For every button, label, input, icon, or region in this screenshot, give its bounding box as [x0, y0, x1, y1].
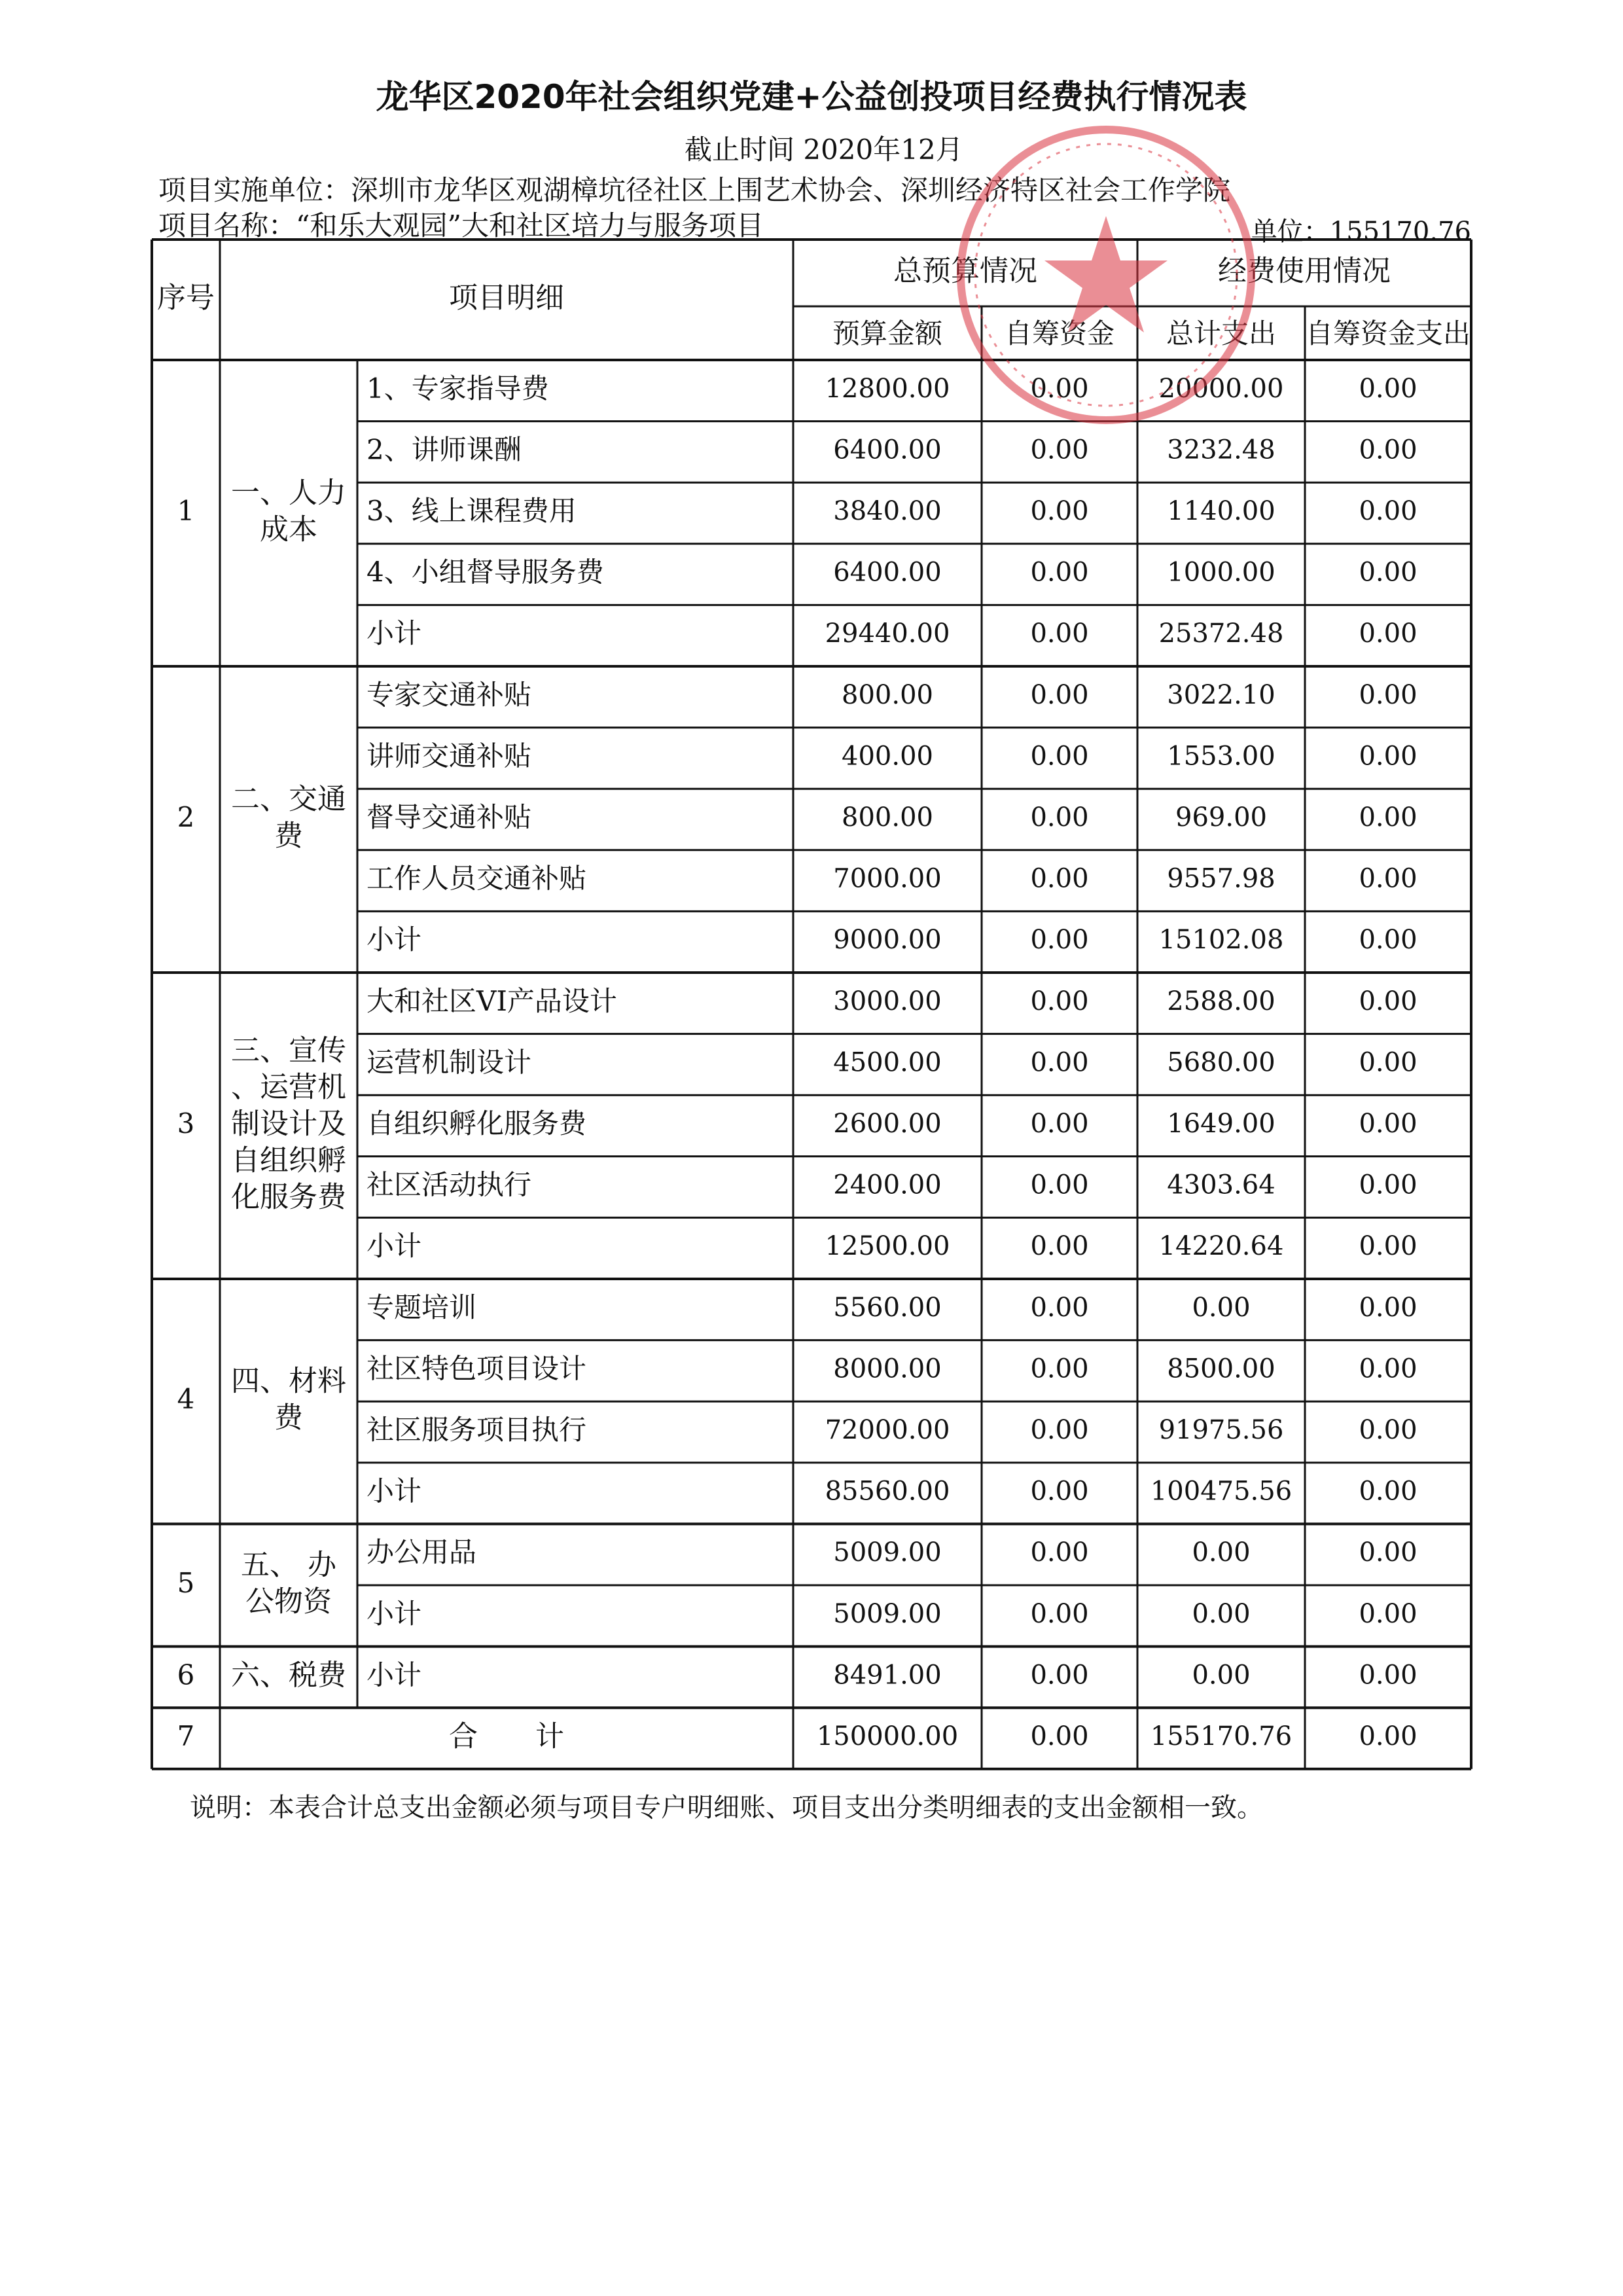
group-category: 制设计及 [231, 1107, 346, 1141]
total-spent-value: 0.00 [1192, 1660, 1251, 1691]
budget-amount-value: 6400.00 [833, 557, 942, 588]
budget-amount-value: 800.00 [842, 802, 933, 833]
total-value: 155170.76 [1150, 1721, 1293, 1751]
budget-amount-value: 6400.00 [833, 435, 942, 465]
budget-amount-value: 800.00 [842, 679, 933, 710]
total-spent-value: 8500.00 [1167, 1354, 1275, 1384]
group-seq: 2 [177, 801, 195, 833]
self-spent-value: 0.00 [1359, 741, 1418, 772]
total-value: 0.00 [1359, 1721, 1418, 1751]
group-seq: 5 [177, 1567, 195, 1599]
budget-amount-value: 5560.00 [833, 1292, 942, 1323]
item-detail: 大和社区VI产品设计 [366, 984, 617, 1017]
item-detail: 督导交通补贴 [366, 801, 532, 833]
total-spent-value: 0.00 [1192, 1292, 1251, 1323]
item-detail: 小计 [366, 924, 422, 956]
budget-amount-value: 12500.00 [825, 1231, 950, 1262]
total-spent-value: 14220.64 [1158, 1231, 1284, 1262]
self-spent-value: 0.00 [1359, 373, 1418, 404]
group-category: 公物资 [245, 1585, 332, 1619]
total-spent-value: 1649.00 [1167, 1109, 1275, 1139]
item-detail: 专家交通补贴 [366, 678, 532, 711]
total-spent-value: 100475.56 [1150, 1476, 1293, 1507]
self-funds-value: 0.00 [1030, 1415, 1089, 1445]
self-spent-value: 0.00 [1359, 619, 1418, 649]
group-seq: 3 [177, 1107, 195, 1139]
self-spent-value: 0.00 [1359, 557, 1418, 588]
budget-amount-value: 400.00 [842, 741, 933, 772]
budget-amount-value: 12800.00 [825, 373, 950, 404]
item-detail: 小计 [366, 1597, 422, 1630]
total-spent-value: 25372.48 [1158, 619, 1284, 649]
item-detail: 社区特色项目设计 [366, 1352, 587, 1385]
item-detail: 2、讲师课酬 [366, 433, 522, 466]
total-value: 0.00 [1030, 1721, 1089, 1751]
self-funds-value: 0.00 [1030, 1354, 1089, 1384]
self-funds-value: 0.00 [1030, 741, 1089, 772]
total-spent-value: 0.00 [1192, 1598, 1251, 1629]
self-funds-value: 0.00 [1030, 1537, 1089, 1568]
total-spent-value: 0.00 [1192, 1537, 1251, 1568]
budget-amount-value: 3000.00 [833, 986, 942, 1016]
self-spent-value: 0.00 [1359, 1170, 1418, 1200]
group-category: 四、材料 [231, 1364, 346, 1398]
group-category: 自组织孵 [231, 1143, 346, 1177]
total-spent-value: 15102.08 [1158, 925, 1284, 956]
self-funds-value: 0.00 [1030, 1660, 1089, 1691]
header-seq: 序号 [157, 281, 215, 315]
total-spent-value: 969.00 [1175, 802, 1267, 833]
self-spent-value: 0.00 [1359, 1476, 1418, 1507]
self-funds-value: 0.00 [1030, 679, 1089, 710]
self-funds-value: 0.00 [1030, 1598, 1089, 1629]
budget-amount-value: 85560.00 [825, 1476, 950, 1507]
self-funds-value: 0.00 [1030, 925, 1089, 956]
total-seq: 7 [177, 1720, 195, 1752]
self-spent-value: 0.00 [1359, 1660, 1418, 1691]
item-detail: 社区服务项目执行 [366, 1414, 587, 1446]
self-spent-value: 0.00 [1359, 1537, 1418, 1568]
self-spent-value: 0.00 [1359, 496, 1418, 526]
item-detail: 小计 [366, 1230, 422, 1263]
item-detail: 社区活动执行 [366, 1168, 532, 1201]
total-value: 150000.00 [816, 1721, 959, 1751]
self-funds-value: 0.00 [1030, 1292, 1089, 1323]
budget-amount-value: 5009.00 [833, 1537, 942, 1568]
group-seq: 1 [177, 495, 195, 527]
item-detail: 工作人员交通补贴 [366, 862, 587, 895]
self-spent-value: 0.00 [1359, 435, 1418, 465]
unit-line: 单位：155170.76 [1251, 217, 1471, 247]
group-category: 三、宣传 [231, 1033, 346, 1067]
budget-amount-value: 2600.00 [833, 1109, 942, 1139]
budget-amount-value: 29440.00 [825, 619, 950, 649]
header-usage-group: 经费使用情况 [1218, 254, 1391, 288]
item-detail: 专题培训 [366, 1291, 477, 1323]
self-spent-value: 0.00 [1359, 925, 1418, 956]
total-spent-value: 2588.00 [1167, 986, 1275, 1016]
total-spent-value: 1000.00 [1167, 557, 1275, 588]
self-funds-value: 0.00 [1030, 373, 1089, 404]
group-category: 费 [274, 819, 303, 853]
total-spent-value: 3022.10 [1167, 679, 1275, 710]
group-seq: 4 [177, 1383, 195, 1416]
self-funds-value: 0.00 [1030, 986, 1089, 1016]
group-category: 六、税费 [231, 1658, 346, 1692]
header-budget-group: 总预算情况 [893, 254, 1037, 288]
self-funds-value: 0.00 [1030, 1231, 1089, 1262]
self-funds-value: 0.00 [1030, 435, 1089, 465]
budget-amount-value: 5009.00 [833, 1598, 942, 1629]
self-funds-value: 0.00 [1030, 802, 1089, 833]
header-total-spent: 总计支出 [1166, 317, 1277, 350]
self-spent-value: 0.00 [1359, 863, 1418, 894]
group-category: 二、交通 [231, 782, 346, 816]
self-funds-value: 0.00 [1030, 1109, 1089, 1139]
item-detail: 自组织孵化服务费 [366, 1107, 587, 1139]
document-title: 龙华区2020年社会组织党建+公益创投项目经费执行情况表 [376, 78, 1247, 116]
group-category: 五、 办 [241, 1548, 336, 1582]
item-detail: 运营机制设计 [366, 1046, 532, 1079]
item-detail: 小计 [366, 617, 422, 650]
budget-amount-value: 8491.00 [833, 1660, 942, 1691]
group-category: 化服务费 [231, 1180, 346, 1214]
self-spent-value: 0.00 [1359, 1292, 1418, 1323]
header-self-spent: 自筹资金支出 [1305, 317, 1471, 350]
group-category: 一、人力 [231, 476, 346, 510]
group-category: 成本 [260, 512, 317, 547]
item-detail: 办公用品 [366, 1536, 477, 1569]
total-spent-value: 9557.98 [1167, 863, 1275, 894]
header-item: 项目明细 [449, 281, 564, 315]
total-spent-value: 91975.56 [1158, 1415, 1284, 1445]
total-spent-value: 4303.64 [1167, 1170, 1275, 1200]
group-category: 、运营机 [231, 1070, 346, 1104]
total-spent-value: 5680.00 [1167, 1047, 1275, 1078]
budget-amount-value: 72000.00 [825, 1415, 950, 1445]
item-detail: 讲师交通补贴 [366, 740, 532, 772]
self-spent-value: 0.00 [1359, 1109, 1418, 1139]
self-spent-value: 0.00 [1359, 986, 1418, 1016]
self-spent-value: 0.00 [1359, 1231, 1418, 1262]
group-seq: 6 [177, 1659, 195, 1691]
self-funds-value: 0.00 [1030, 1476, 1089, 1507]
budget-amount-value: 8000.00 [833, 1354, 942, 1384]
item-detail: 4、小组督导服务费 [366, 556, 604, 588]
self-funds-value: 0.00 [1030, 1047, 1089, 1078]
footnote: 说明：本表合计总支出金额必须与项目专户明细账、项目支出分类明细表的支出金额相一致。 [190, 1793, 1263, 1823]
item-detail: 小计 [366, 1659, 422, 1691]
header-budget-amount: 预算金额 [832, 317, 943, 350]
header-self-funds: 自筹资金 [1004, 317, 1115, 350]
total-spent-value: 3232.48 [1167, 435, 1275, 465]
budget-amount-value: 2400.00 [833, 1170, 942, 1200]
item-detail: 3、线上课程费用 [366, 495, 577, 527]
total-spent-value: 20000.00 [1158, 373, 1284, 404]
budget-amount-value: 9000.00 [833, 925, 942, 956]
budget-amount-value: 4500.00 [833, 1047, 942, 1078]
self-funds-value: 0.00 [1030, 619, 1089, 649]
self-spent-value: 0.00 [1359, 1415, 1418, 1445]
self-spent-value: 0.00 [1359, 679, 1418, 710]
group-category: 费 [274, 1401, 303, 1435]
project-name-line: 项目名称：“和乐大观园”大和社区培力与服务项目 [158, 209, 764, 242]
budget-amount-value: 7000.00 [833, 863, 942, 894]
self-funds-value: 0.00 [1030, 1170, 1089, 1200]
self-funds-value: 0.00 [1030, 557, 1089, 588]
self-funds-value: 0.00 [1030, 863, 1089, 894]
self-funds-value: 0.00 [1030, 496, 1089, 526]
total-spent-value: 1140.00 [1167, 496, 1275, 526]
budget-amount-value: 3840.00 [833, 496, 942, 526]
self-spent-value: 0.00 [1359, 802, 1418, 833]
item-detail: 小计 [366, 1475, 422, 1507]
official-seal-icon [929, 111, 1283, 439]
self-spent-value: 0.00 [1359, 1598, 1418, 1629]
deadline-line: 截止时间 2020年12月 [685, 134, 963, 166]
self-spent-value: 0.00 [1359, 1047, 1418, 1078]
implementing-org-line: 项目实施单位：深圳市龙华区观湖樟坑径社区上围艺术协会、深圳经济特区社会工作学院 [158, 174, 1231, 206]
total-label: 合 计 [449, 1719, 564, 1753]
self-spent-value: 0.00 [1359, 1354, 1418, 1384]
total-spent-value: 1553.00 [1167, 741, 1275, 772]
item-detail: 1、专家指导费 [366, 372, 549, 404]
